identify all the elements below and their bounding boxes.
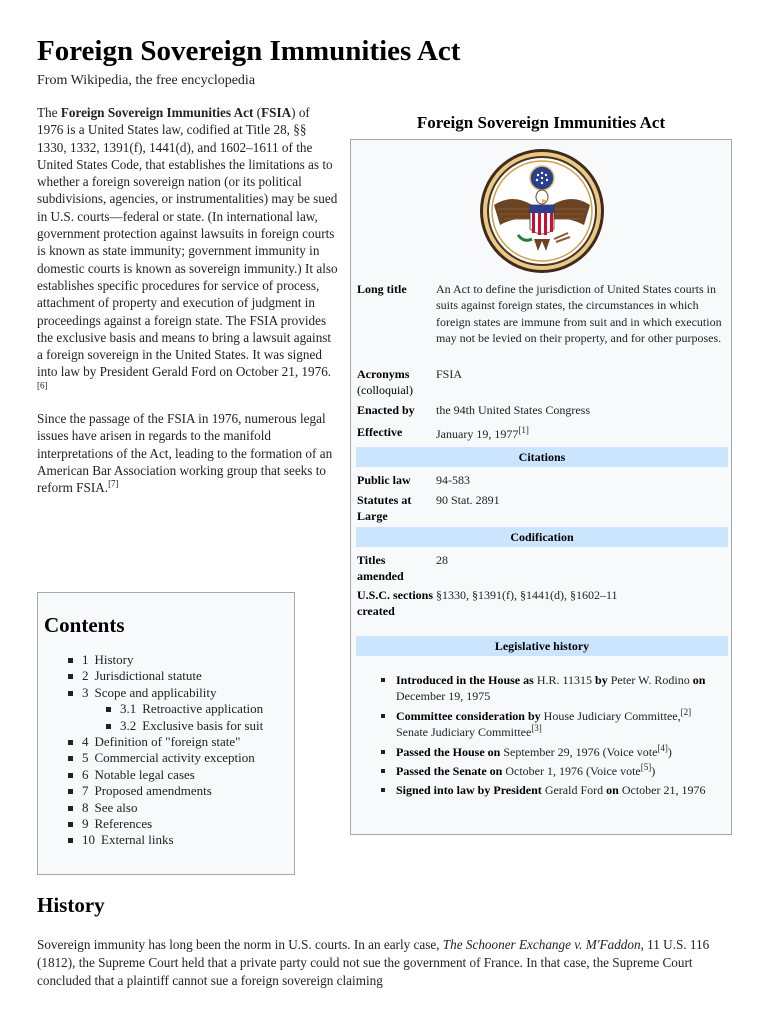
toc-number: 1 <box>82 652 89 667</box>
leg-item-passed-senate <box>377 763 721 779</box>
lead-bold-title: Foreign Sovereign Immunities Act <box>60 105 254 120</box>
great-seal-icon[interactable] <box>474 147 610 275</box>
infobox-label: Statutes at Large <box>357 493 412 524</box>
reference-link[interactable]: [2] <box>680 706 692 717</box>
toc-item-see-also[interactable] <box>38 800 294 816</box>
contents-heading: Contents <box>44 613 125 637</box>
toc-number: 3 <box>82 684 89 700</box>
leg-bold: by <box>595 673 608 687</box>
infobox-label: Long title <box>357 282 407 296</box>
toc-item-exclusive-basis[interactable] <box>38 718 294 734</box>
leg-text[interactable]: House Judiciary Committee, <box>540 708 681 723</box>
toc-label: Retroactive application <box>142 701 264 717</box>
toc-number: 3.2 <box>120 717 137 733</box>
history-text: , 11 U.S. 116 (1812), the Supreme Court held that a private party could not sue the government of France. In that case, the Supreme Court concluded that a plaintiff cannot sue a foreign sovereign claiming <box>37 937 710 988</box>
toc-number: 3.1 <box>120 701 137 717</box>
lead-text: Since the passage of the FSIA in 1976, numerous legal issues have arisen in regards to the manifold interpretations of the Act, leading to the formation of an American Bar Association working group that seeks to reform FSIA. <box>37 411 333 496</box>
lead-text: The <box>37 105 61 120</box>
leg-text[interactable]: H.R. 11315 <box>533 673 596 687</box>
leg-text[interactable]: Gerald Ford <box>541 783 607 798</box>
toc-label: External links <box>101 832 174 848</box>
infobox-section-codification: Codification <box>356 527 728 547</box>
leg-text[interactable]: Senate Judiciary Committee <box>396 725 532 740</box>
infobox-label <box>357 366 433 399</box>
leg-bold: Signed into law by President <box>396 783 542 798</box>
section-heading-history: History <box>37 893 105 917</box>
lead-paragraph-2 <box>37 410 339 496</box>
leg-bold: on <box>692 673 706 687</box>
toc-item-references[interactable] <box>38 816 294 832</box>
table-of-contents <box>37 592 295 875</box>
infobox-value[interactable]: 28 <box>436 553 448 567</box>
infobox-section-citations: Citations <box>356 447 728 467</box>
infobox-label: Titles amended <box>357 553 404 584</box>
lead-section <box>37 104 339 509</box>
infobox <box>350 139 732 835</box>
toc-number: 10 <box>82 832 95 848</box>
infobox-value[interactable]: the 94th United States Congress <box>436 403 590 417</box>
toc-label: Commercial activity exception <box>94 750 255 766</box>
leg-text: September 29, 1976 (Voice vote <box>500 744 658 759</box>
lead-text: ( <box>253 105 262 120</box>
page-subtitle: From Wikipedia, the free encyclopedia <box>37 73 256 88</box>
reference-link[interactable]: [6] <box>37 380 48 391</box>
legislative-history-list <box>377 672 721 802</box>
toc-item-commercial-activity[interactable] <box>38 750 294 766</box>
label-text: Acronyms <box>357 367 410 381</box>
lead-paragraph-1 <box>37 104 339 398</box>
toc-item-proposed-amendments[interactable] <box>38 783 294 799</box>
toc-label: Proposed amendments <box>94 783 212 799</box>
toc-item-jurisdictional-statute[interactable] <box>38 668 294 684</box>
toc-number: 4 <box>82 734 89 750</box>
infobox-section-legislative-history: Legislative history <box>356 636 728 656</box>
infobox-label: Public law <box>357 473 411 487</box>
toc-label: See also <box>94 799 138 815</box>
toc-item-definition[interactable] <box>38 734 294 750</box>
reference-link[interactable]: [7] <box>108 478 119 489</box>
value-text: January 19, 1977 <box>436 427 519 441</box>
toc-item-retroactive[interactable] <box>38 701 294 717</box>
reference-link[interactable]: [1] <box>518 425 529 435</box>
leg-bold: Passed the Senate on <box>396 764 503 779</box>
leg-text: October 1, 1976 (Voice vote <box>502 764 641 779</box>
toc-label: References <box>94 816 153 832</box>
toc-label: Definition of "foreign state" <box>94 734 241 750</box>
infobox-label: Enacted by <box>357 403 415 417</box>
lead-bold-acronym: FSIA <box>261 105 292 120</box>
infobox-title: Foreign Sovereign Immunities Act <box>416 113 666 132</box>
leg-item-committee <box>377 708 721 741</box>
infobox-label: U.S.C. sections created <box>357 588 434 619</box>
infobox-value: An Act to define the jurisdiction of United States courts in suits against foreign states, the circumstances in which foreign states are immune from suit and in which execution may not be levied on their property, and for other purposes. <box>436 282 722 346</box>
leg-text[interactable]: Peter W. Rodino <box>607 673 693 687</box>
toc-number: 5 <box>82 750 89 766</box>
toc-item-scope[interactable] <box>38 685 294 701</box>
case-name[interactable]: The Schooner Exchange v. M'Faddon <box>442 937 641 952</box>
infobox-value[interactable]: 90 Stat. 2891 <box>436 493 500 507</box>
toc-label: Notable legal cases <box>94 766 195 782</box>
leg-text: ) <box>651 764 656 779</box>
leg-text: October 21, 1976 <box>618 783 706 798</box>
leg-item-passed-house <box>377 744 721 760</box>
leg-bold: Passed the House on <box>396 744 501 759</box>
toc-item-history[interactable] <box>38 652 294 668</box>
toc-number: 6 <box>82 766 89 782</box>
leg-text: ) <box>667 744 672 759</box>
reference-link[interactable]: [4] <box>657 742 668 753</box>
infobox-value[interactable]: §1330, §1391(f), §1441(d), §1602–11 <box>436 588 618 602</box>
infobox-value <box>436 426 726 442</box>
toc-label: History <box>94 652 134 667</box>
leg-text: December 19, 1975 <box>396 689 491 704</box>
label-subtext: (colloquial) <box>357 383 413 398</box>
contents-list <box>38 652 294 849</box>
history-paragraph <box>37 936 732 990</box>
toc-label: Scope and applicability <box>94 684 217 700</box>
leg-item-introduced <box>377 672 721 705</box>
history-text: Sovereign immunity has long been the norm in U.S. courts. In an early case, <box>37 937 443 952</box>
toc-label: Exclusive basis for suit <box>142 717 264 733</box>
leg-bold: Committee consideration by <box>396 708 541 723</box>
toc-number: 9 <box>82 816 89 832</box>
reference-link[interactable]: [3] <box>531 723 542 734</box>
infobox-label: Effective <box>357 425 403 439</box>
toc-number: 8 <box>82 799 89 815</box>
toc-item-notable-cases[interactable] <box>38 767 294 783</box>
leg-bold: Introduced in the House as <box>396 673 534 687</box>
toc-number: 2 <box>82 668 89 684</box>
lead-text: ) of 1976 is a United States law, codified at Title 28, §§ 1330, 1332, 1391(f), 1441(d), and 1602–1611 of the United States Code, that establishes the limitations as to whether a foreign sovereign nation (or its political subdivisions, agencies, or instrumentalities) may be sued in U.S. courts—federal or state. (In international law, government protection against lawsuits in foreign courts is known as state immunity; government immunity in domestic courts is known as sovereign immunity.) It also establishes specific procedures for service of process, attachment of property and execution of judgment in proceedings against a foreign state. The FSIA provides the exclusive basis and means to bring a lawsuit against a foreign sovereign in the United States. It was signed into law by President Gerald Ford on October 21, 1976. <box>37 105 338 380</box>
leg-bold: on <box>606 783 619 798</box>
leg-item-signed <box>377 782 721 798</box>
toc-label: Jurisdictional statute <box>94 668 202 684</box>
toc-number: 7 <box>82 783 89 799</box>
infobox-value: FSIA <box>436 367 463 381</box>
page-title: Foreign Sovereign Immunities Act <box>37 35 461 67</box>
infobox-value[interactable]: 94-583 <box>436 473 470 487</box>
reference-link[interactable]: [5] <box>640 762 652 773</box>
toc-item-external-links[interactable] <box>38 832 294 848</box>
